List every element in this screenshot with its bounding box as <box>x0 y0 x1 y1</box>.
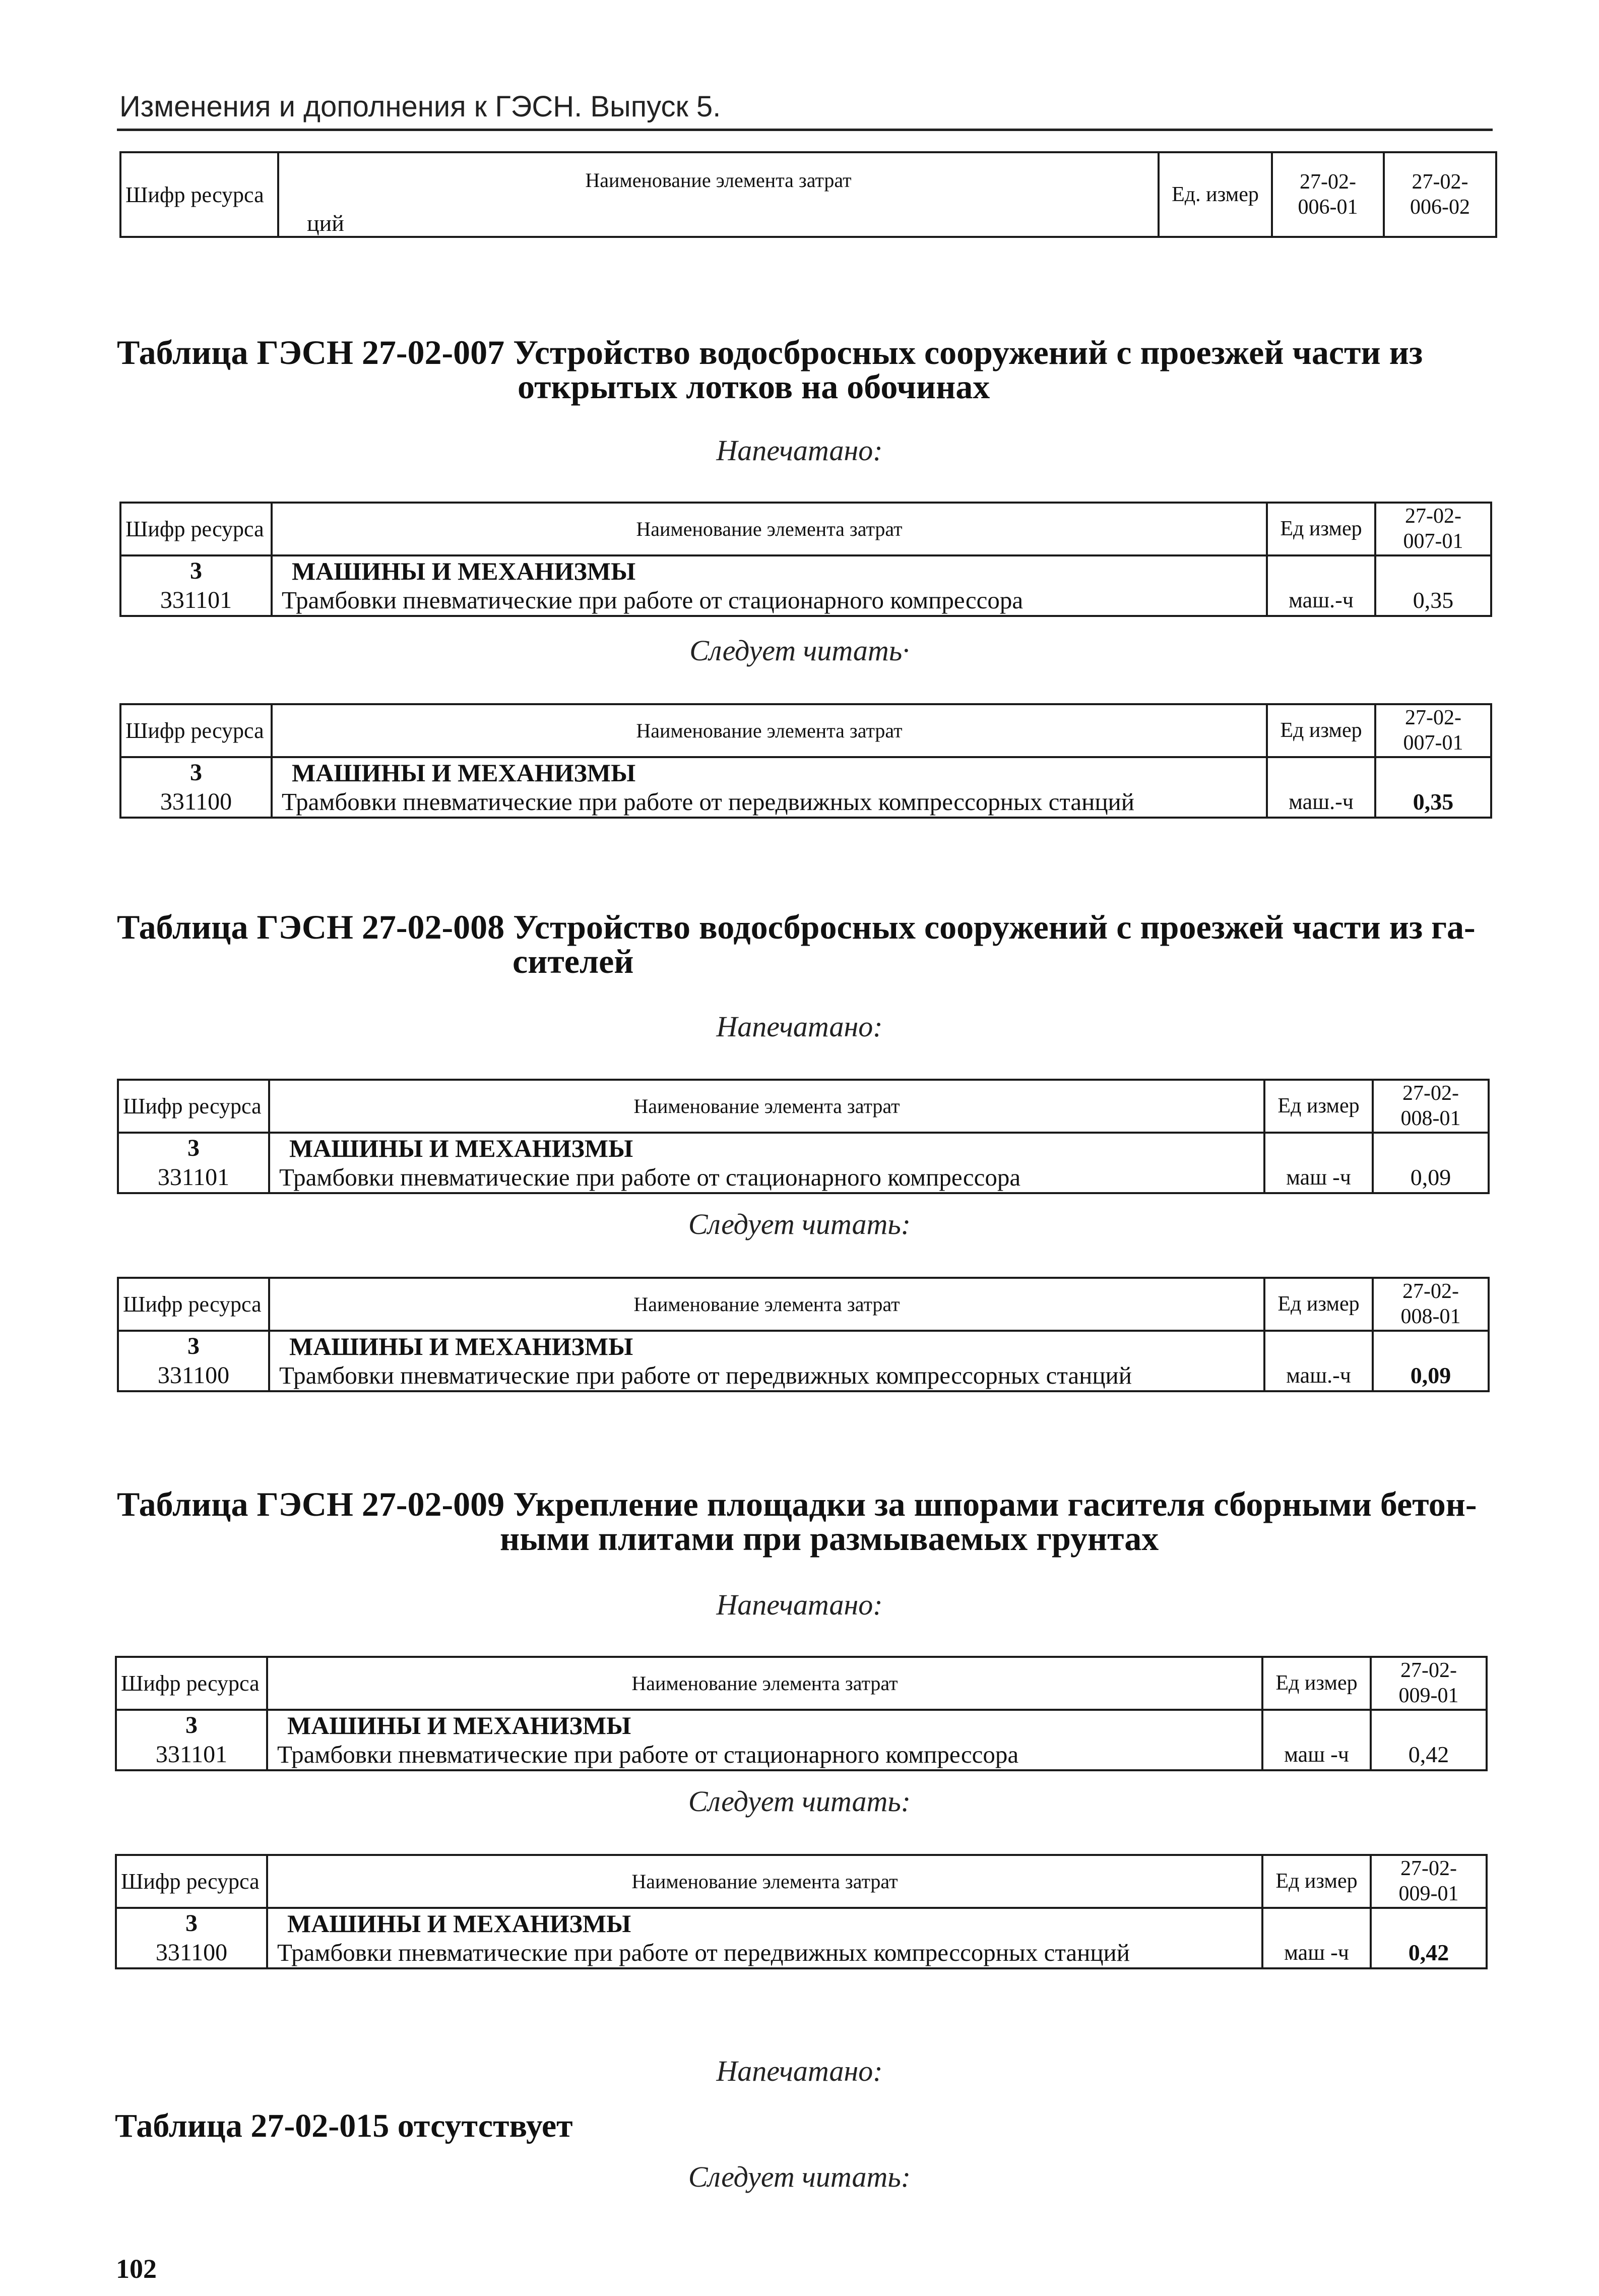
group-code: 3 <box>116 1710 267 1740</box>
resource-value: 0,42 <box>1371 1740 1487 1770</box>
resource-code: 331100 <box>116 1938 267 1968</box>
section-title-27-02-007: Таблица ГЭСН 27-02-007 Устройство водосбросных сооружений с проезжей части из открытых лотков на обочинах <box>117 333 1423 406</box>
column-header-norm: 27-02- 007-01 <box>1375 704 1491 757</box>
empty-cell <box>1373 1331 1489 1361</box>
read-label: Следует читать: <box>688 1208 911 1240</box>
column-header-name: Наименование элемента затрат <box>267 1855 1262 1908</box>
empty-cell <box>1262 1908 1371 1938</box>
resource-unit: маш.-ч <box>1267 787 1375 818</box>
group-name: МАШИНЫ И МЕХАНИЗМЫ <box>269 1133 1264 1163</box>
column-header-code: Шифр ресурса <box>120 503 272 555</box>
empty-cell <box>1373 1133 1489 1163</box>
resource-code: 331101 <box>116 1740 267 1770</box>
column-header-unit: Ед измер <box>1262 1855 1371 1908</box>
section-title-27-02-008: Таблица ГЭСН 27-02-008 Устройство водосбросных сооружений с проезжей части из га- сителей <box>117 908 1476 980</box>
page-header: Изменения и дополнения к ГЭСН. Выпуск 5. <box>119 90 721 123</box>
column-header-code: Шифр ресурса <box>120 152 278 237</box>
empty-cell <box>1264 1133 1373 1163</box>
column-header-name: Наименование элемента затрат <box>272 704 1267 757</box>
group-code: 3 <box>116 1908 267 1938</box>
resource-unit: маш -ч <box>1262 1740 1371 1770</box>
column-header-name: Наименование элемента затрат <box>267 1657 1262 1710</box>
table-27-02-009-corrected <box>115 1854 1488 1969</box>
resource-name: Трамбовки пневматические при работе от стационарного компрессора <box>267 1740 1262 1770</box>
table-27-02-009-printed <box>115 1656 1488 1771</box>
table-27-02-006-tail <box>119 151 1497 238</box>
column-header-norm: 27-02- 009-01 <box>1371 1855 1487 1908</box>
resource-name: Трамбовки пневматические при работе от передвижных компрессорных станций <box>269 1361 1264 1391</box>
table-27-02-008-corrected <box>117 1277 1490 1392</box>
empty-cell <box>1375 555 1491 586</box>
empty-cell <box>1267 757 1375 787</box>
column-header-norm: 27-02- 007-01 <box>1375 503 1491 555</box>
column-header-unit: Ед измер <box>1262 1657 1371 1710</box>
group-name: МАШИНЫ И МЕХАНИЗМЫ <box>272 555 1267 586</box>
column-header-unit: Ед измер <box>1267 503 1375 555</box>
empty-cell <box>1371 1710 1487 1740</box>
empty-cell <box>1267 555 1375 586</box>
resource-unit: маш -ч <box>1262 1938 1371 1968</box>
column-header-name: Наименование элемента затрат <box>269 1080 1264 1133</box>
empty-cell <box>1264 1331 1373 1361</box>
column-header-name: Наименование элемента затрат <box>272 503 1267 555</box>
column-header-unit: Ед измер <box>1264 1278 1373 1331</box>
empty-cell <box>1262 1710 1371 1740</box>
resource-value: 0,35 <box>1375 787 1491 818</box>
column-header-006-01: 27-02- 006-01 <box>1272 152 1384 237</box>
column-header-name: Наименование элемента затрат ций <box>278 152 1159 237</box>
empty-cell <box>1371 1908 1487 1938</box>
resource-unit: маш -ч <box>1264 1163 1373 1193</box>
column-header-norm: 27-02- 008-01 <box>1373 1278 1489 1331</box>
table-27-02-008-printed <box>117 1079 1490 1194</box>
read-label: Следует читать: <box>688 2160 911 2193</box>
table-27-02-007-printed <box>119 502 1492 617</box>
resource-name: Трамбовки пневматические при работе от передвижных компрессорных станций <box>267 1938 1262 1968</box>
printed-label: Напечатано: <box>716 2055 883 2087</box>
column-header-code: Шифр ресурса <box>118 1080 269 1133</box>
header-rule <box>117 129 1493 131</box>
column-header-unit: Ед. измер <box>1159 152 1272 237</box>
table-27-02-007-corrected <box>119 703 1492 819</box>
page-number: 102 <box>116 2254 157 2284</box>
column-header-code: Шифр ресурса <box>116 1657 267 1710</box>
resource-code: 331101 <box>118 1163 269 1193</box>
read-label: Следует читать: <box>688 1785 911 1818</box>
resource-code: 331101 <box>120 586 272 616</box>
resource-unit: маш.-ч <box>1264 1361 1373 1391</box>
printed-label: Напечатано: <box>716 1010 883 1043</box>
read-label: Следует читать· <box>689 634 910 667</box>
column-header-code: Шифр ресурса <box>120 704 272 757</box>
resource-code: 331100 <box>120 787 272 818</box>
group-code: 3 <box>118 1133 269 1163</box>
resource-value: 0,09 <box>1373 1361 1489 1391</box>
resource-name: Трамбовки пневматические при работе от передвижных компрессорных станций <box>272 787 1267 818</box>
column-header-code: Шифр ресурса <box>116 1855 267 1908</box>
column-header-unit: Ед измер <box>1267 704 1375 757</box>
resource-name: Трамбовки пневматические при работе от стационарного компрессора <box>269 1163 1264 1193</box>
resource-value: 0,09 <box>1373 1163 1489 1193</box>
column-header-norm: 27-02- 008-01 <box>1373 1080 1489 1133</box>
resource-value: 0,35 <box>1375 586 1491 616</box>
group-code: 3 <box>118 1331 269 1361</box>
column-header-name: Наименование элемента затрат <box>269 1278 1264 1331</box>
column-header-norm: 27-02- 009-01 <box>1371 1657 1487 1710</box>
resource-value: 0,42 <box>1371 1938 1487 1968</box>
printed-label: Напечатано: <box>716 434 883 467</box>
group-name: МАШИНЫ И МЕХАНИЗМЫ <box>272 757 1267 787</box>
group-name: МАШИНЫ И МЕХАНИЗМЫ <box>267 1710 1262 1740</box>
empty-cell <box>1375 757 1491 787</box>
group-name: МАШИНЫ И МЕХАНИЗМЫ <box>267 1908 1262 1938</box>
name-tail: ций <box>307 210 344 236</box>
group-code: 3 <box>120 555 272 586</box>
resource-code: 331100 <box>118 1361 269 1391</box>
group-name: МАШИНЫ И МЕХАНИЗМЫ <box>269 1331 1264 1361</box>
column-header-unit: Ед измер <box>1264 1080 1373 1133</box>
printed-label: Напечатано: <box>716 1588 883 1621</box>
group-code: 3 <box>120 757 272 787</box>
section-text-27-02-015: Таблица 27-02-015 отсутствует <box>115 2107 573 2144</box>
section-title-27-02-009: Таблица ГЭСН 27-02-009 Укрепление площадки за шпорами гасителя сборными бетон- ными плитами при размываемых грунтах <box>117 1485 1477 1558</box>
column-header-code: Шифр ресурса <box>118 1278 269 1331</box>
column-header-006-02: 27-02- 006-02 <box>1384 152 1496 237</box>
resource-unit: маш.-ч <box>1267 586 1375 616</box>
resource-name: Трамбовки пневматические при работе от стационарного компрессора <box>272 586 1267 616</box>
